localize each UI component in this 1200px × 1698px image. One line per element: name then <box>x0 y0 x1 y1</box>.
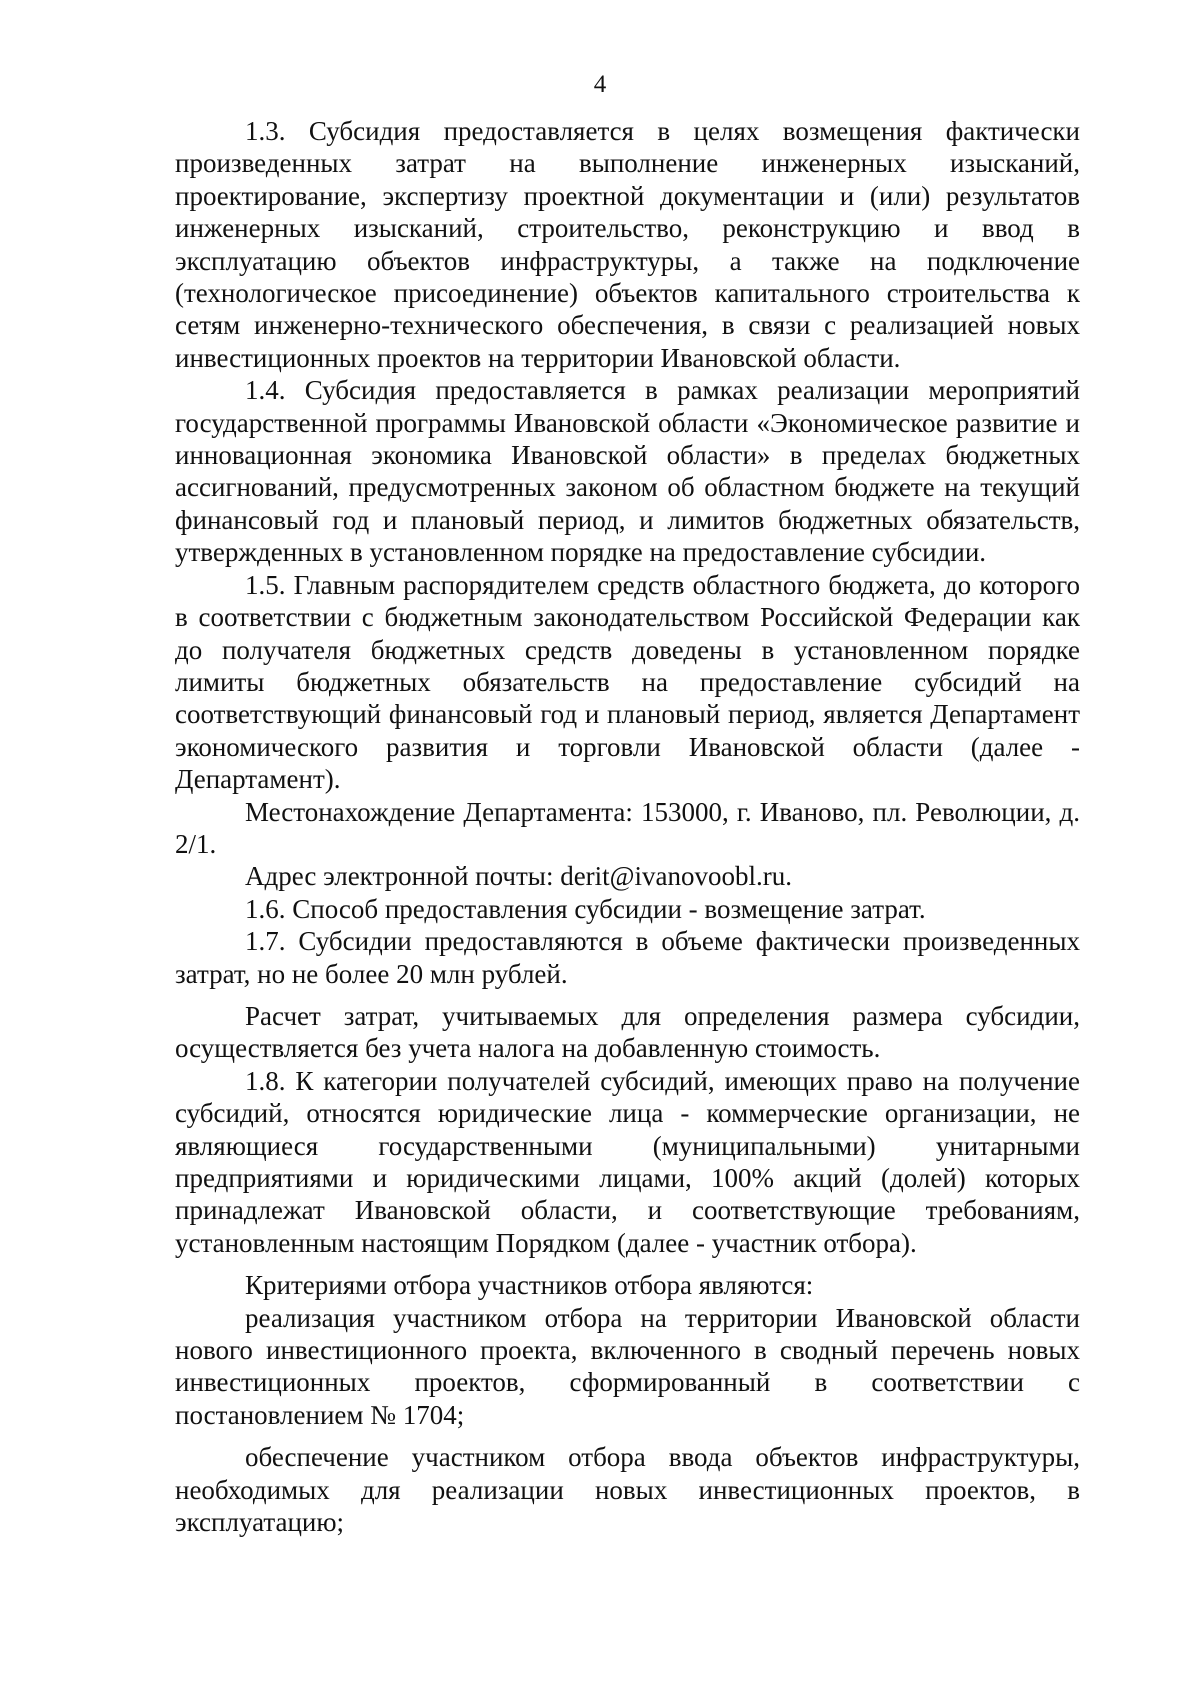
paragraph-email: Адрес электронной почты: derit@ivanovoobl.ru. <box>245 861 793 892</box>
paragraph-1-6: 1.6. Способ предоставления субсидии - возмещение затрат. <box>245 893 926 924</box>
paragraph-criteria-heading: Критериями отбора участников отбора являются: <box>245 1270 814 1301</box>
paragraph-1-5: 1.5. Главным распорядителем средств областного бюджета, до которого в соответствии с бюджетным законодательством Российской Федерации как до получателя бюджетных средств доведены в установленном порядке лимиты бюджетных обязательств на предоставление субсидий на соответствующий финансовый год и плановый период, является Департамент экономического развития и торговли Ивановской области (далее - Департамент). <box>175 569 1080 795</box>
page-number: 4 <box>593 71 607 98</box>
paragraph-1-3: 1.3. Субсидия предоставляется в целях возмещения фактически произведенных затрат на выполнение инженерных изысканий, проектирование, экспертизу проектной документации и (или) результатов инженерных изысканий, строительство, реконструкцию и ввод в эксплуатацию объектов инфраструктуры, а также на подключение (технологическое присоединение) объектов капитального строительства к сетям инженерно-технического обеспечения, в связи с реализацией новых инвестиционных проектов на территории Ивановской области. <box>175 116 1080 373</box>
document-body <box>175 115 1080 1538</box>
paragraph-cost-calculation: Расчет затрат, учитываемых для определения размера субсидии, осуществляется без учета налога на добавленную стоимость. <box>175 1000 1080 1064</box>
paragraph-1-4: 1.4. Субсидия предоставляется в рамках реализации мероприятий государственной программы Ивановской области «Экономическое развитие и инновационная экономика Ивановской области» в пределах бюджетных ассигнований, предусмотренных законом об областном бюджете на текущий финансовый год и плановый период, и лимитов бюджетных обязательств, утвержденных в установленном порядке на предоставление субсидии. <box>175 375 1080 568</box>
paragraph-1-8: 1.8. К категории получателей субсидий, имеющих право на получение субсидий, относятся юридические лица - коммерческие организации, не являющиеся государственными (муниципальными) унитарными предприятиями и юридическими лицами, 100% акций (долей) которых принадлежат Ивановской области, и соответствующие требованиям, установленным настоящим Порядком (далее - участник отбора). <box>175 1065 1080 1258</box>
paragraph-location: Местонахождение Департамента: 153000, г. Иваново, пл. Революции, д. 2/1. <box>175 796 1080 859</box>
paragraph-criterion-1: реализация участником отбора на территории Ивановской области нового инвестиционного проекта, включенного в сводный перечень новых инвестиционных проектов, сформированный в соответствии с постановлением № 1704; <box>175 1302 1080 1430</box>
paragraph-criterion-2: обеспечение участником отбора ввода объектов инфраструктуры, необходимых для реализации новых инвестиционных проектов, в эксплуатацию; <box>175 1442 1080 1538</box>
paragraph-1-7: 1.7. Субсидии предоставляются в объеме фактически произведенных затрат, но не более 20 млн рублей. <box>175 926 1080 989</box>
